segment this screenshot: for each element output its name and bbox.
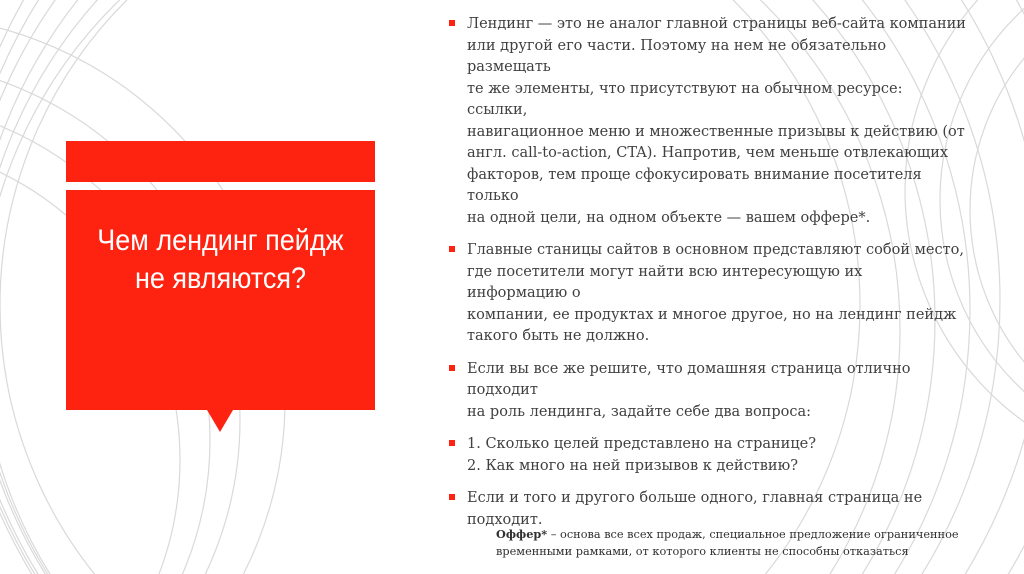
bullet-list — [447, 14, 967, 542]
bullet-line: на одной цели, на одном объекте — вашем оффере*. — [467, 209, 871, 226]
bullet-item-5 — [447, 488, 967, 531]
bullet-line: те же элементы, что присутствуют на обычном ресурсе: ссылки, — [467, 80, 903, 118]
slide-title: Чем лендинг пейдж не являются? — [97, 224, 344, 295]
title-box-pointer — [207, 410, 233, 432]
bullet-item-3 — [447, 359, 967, 424]
bullet-line: навигационное меню и множественные призывы к действию (от — [467, 123, 965, 140]
bullet-line: 1. Сколько целей представлено на странице? — [467, 436, 817, 452]
footnote — [496, 526, 966, 560]
bullet-square-icon — [449, 246, 455, 252]
bullet-square-icon — [449, 440, 455, 446]
bullet-line: такого быть не должно. — [467, 328, 650, 344]
bullet-item-2 — [447, 240, 967, 348]
bullet-line: факторов, тем проще сфокусировать внимание посетителя только — [467, 166, 922, 204]
bullet-line: где посетители могут найти всю интересующую их информацию о — [467, 263, 863, 301]
bullet-line: англ. call-to-action, CTA). Напротив, чем меньше отвлекающих — [467, 145, 949, 161]
bullet-line: Если вы все же решите, что домашняя страница отлично подходит — [467, 360, 911, 398]
bullet-line: подходит. — [467, 511, 543, 528]
title-accent-strip — [66, 141, 375, 182]
bullet-square-icon — [449, 365, 455, 371]
bullet-line: или другой его части. Поэтому на нем не обязательно размещать — [467, 37, 887, 75]
footnote-definition: – основа все всех продаж, специальное предложение ограниченное — [547, 528, 959, 541]
footnote-term: Оффер* — [496, 527, 548, 541]
bullet-line: Если и того и другого больше одного, главная страница не — [467, 490, 923, 506]
bullet-line: компании, ее продуктах и многое другое, но на лендинг пейдж — [467, 306, 957, 323]
bullet-line: Лендинг — это не аналог главной страницы веб-сайта компании — [467, 16, 966, 32]
bullet-line: на роль лендинга, задайте себе два вопроса: — [467, 403, 812, 420]
bullet-line: Главные станицы сайтов в основном представляют собой место, — [467, 242, 964, 258]
bullet-item-4 — [447, 434, 967, 477]
bullet-item-1 — [447, 14, 967, 229]
bullet-line: 2. Как много на ней призывов к действию? — [467, 457, 798, 474]
bullet-square-icon — [449, 20, 455, 26]
bullet-square-icon — [449, 494, 455, 500]
footnote-definition-continued: временными рамками, от которого клиенты не способны отказаться — [496, 545, 909, 558]
